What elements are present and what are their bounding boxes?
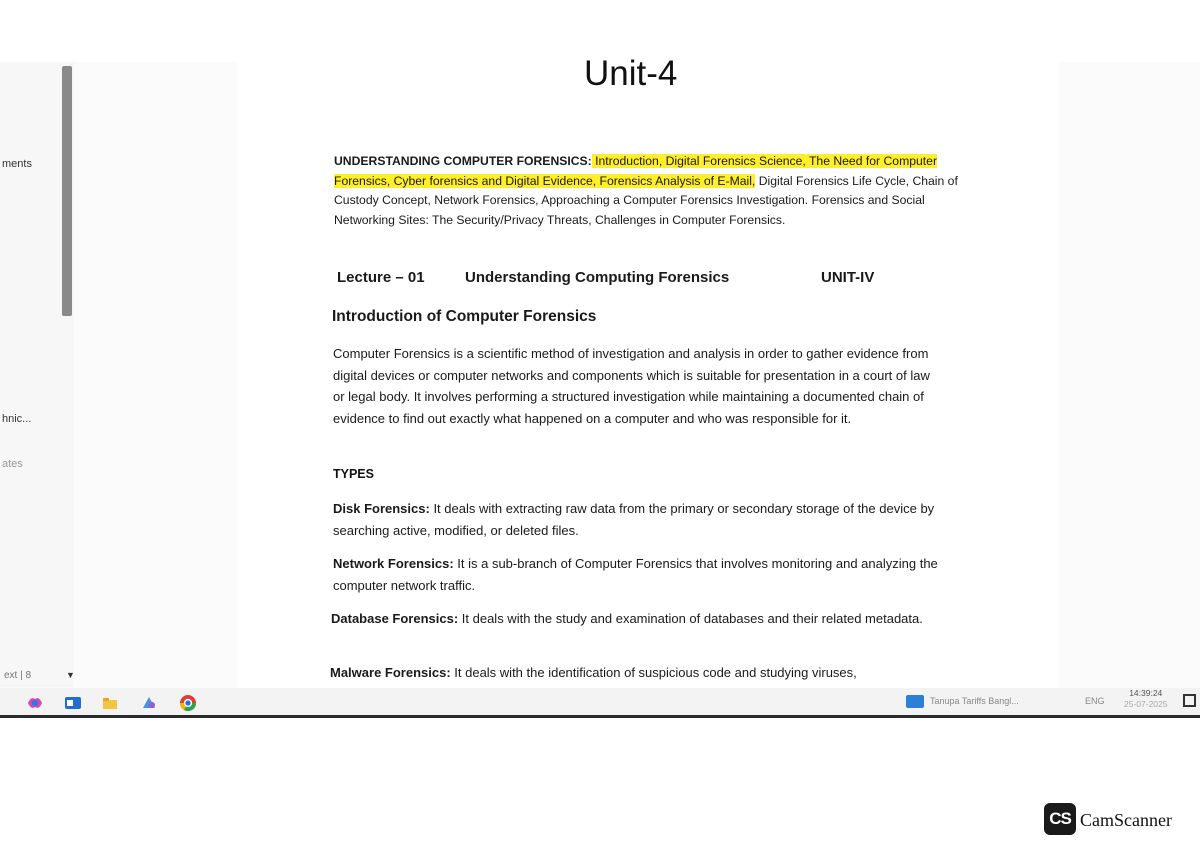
dropdown-arrow-icon[interactable]: ▼ xyxy=(66,670,75,680)
side-panel-text: ates xyxy=(2,458,23,470)
scrollbar-thumb[interactable] xyxy=(62,66,72,316)
highlighted-topics: Introduction, Digital Forensics Science, The Need for Computer Forensics, Cyber forensics and Digital Evidence, Forensics Analysis of E-Mail, xyxy=(334,154,937,188)
lecture-unit: UNIT-IV xyxy=(821,269,875,286)
side-panel-text: ments xyxy=(2,158,32,170)
section-heading: Introduction of Computer Forensics xyxy=(332,308,597,325)
screen-bottom-edge xyxy=(0,715,1200,718)
weather-icon[interactable] xyxy=(906,695,924,708)
syllabus-paragraph xyxy=(334,152,974,230)
type-description: It deals with extracting raw data from the primary or secondary storage of the device by searching active, modified, or deleted files. xyxy=(333,501,935,538)
chrome-icon[interactable] xyxy=(178,694,198,712)
clock-time: 14:39:24 xyxy=(1129,688,1163,698)
side-panel-text: hnic... xyxy=(2,413,32,425)
type-description: It is a sub-branch of Computer Forensics that involves monitoring and analyzing the computer network traffic. xyxy=(333,556,938,593)
type-term: Database Forensics: xyxy=(331,611,459,626)
lecture-title: Understanding Computing Forensics xyxy=(465,269,730,286)
type-item xyxy=(333,498,943,541)
clock-date: 25-07-2025 xyxy=(1124,699,1168,709)
system-clock[interactable] xyxy=(1124,688,1167,710)
syllabus-topics: Digital Forensics Life Cycle, Chain of Custody Concept, Network Forensics, Approaching a Computer Forensics Investigation. Forensics and Social Networking Sites: The Security/Privacy Threats, Challenges in Computer Forensics. xyxy=(334,173,958,227)
news-ticker-text[interactable]: Tanupa Tariffs Bangl... xyxy=(930,696,1019,706)
language-indicator[interactable]: ENG xyxy=(1085,696,1105,706)
outlook-icon[interactable] xyxy=(63,694,83,712)
type-item xyxy=(330,662,970,684)
file-explorer-icon[interactable] xyxy=(100,694,120,712)
type-term: Disk Forensics: xyxy=(333,501,430,516)
camscanner-logo-icon: CS xyxy=(1044,803,1076,835)
type-item xyxy=(333,553,943,596)
syllabus-header: UNDERSTANDING COMPUTER FORENSICS: xyxy=(334,154,592,168)
extension-label: ext | 8 xyxy=(4,670,32,681)
type-description: It deals with the study and examination of databases and their related metadata. xyxy=(458,611,923,626)
notification-icon[interactable] xyxy=(1183,694,1196,707)
type-item xyxy=(331,608,941,630)
unit-title: Unit-4 xyxy=(584,54,678,93)
photos-icon[interactable] xyxy=(139,694,159,712)
copilot-icon[interactable] xyxy=(25,694,45,712)
definition-paragraph: Computer Forensics is a scientific method of investigation and analysis in order to gather evidence from digital devices or computer networks and components which is suitable for presentation in a court of law or legal body. It involves performing a structured investigation while maintaining a documented chain of evidence to find out exactly what happened on a computer and who was responsible for it. xyxy=(333,346,930,426)
type-description: It deals with the identification of suspicious code and studying viruses, xyxy=(450,665,857,680)
camscanner-label: CamScanner xyxy=(1080,810,1172,830)
type-term: Malware Forensics: xyxy=(330,665,451,680)
lecture-number: Lecture – 01 xyxy=(337,269,425,286)
type-term: Network Forensics: xyxy=(333,556,454,571)
types-heading: TYPES xyxy=(333,467,374,481)
